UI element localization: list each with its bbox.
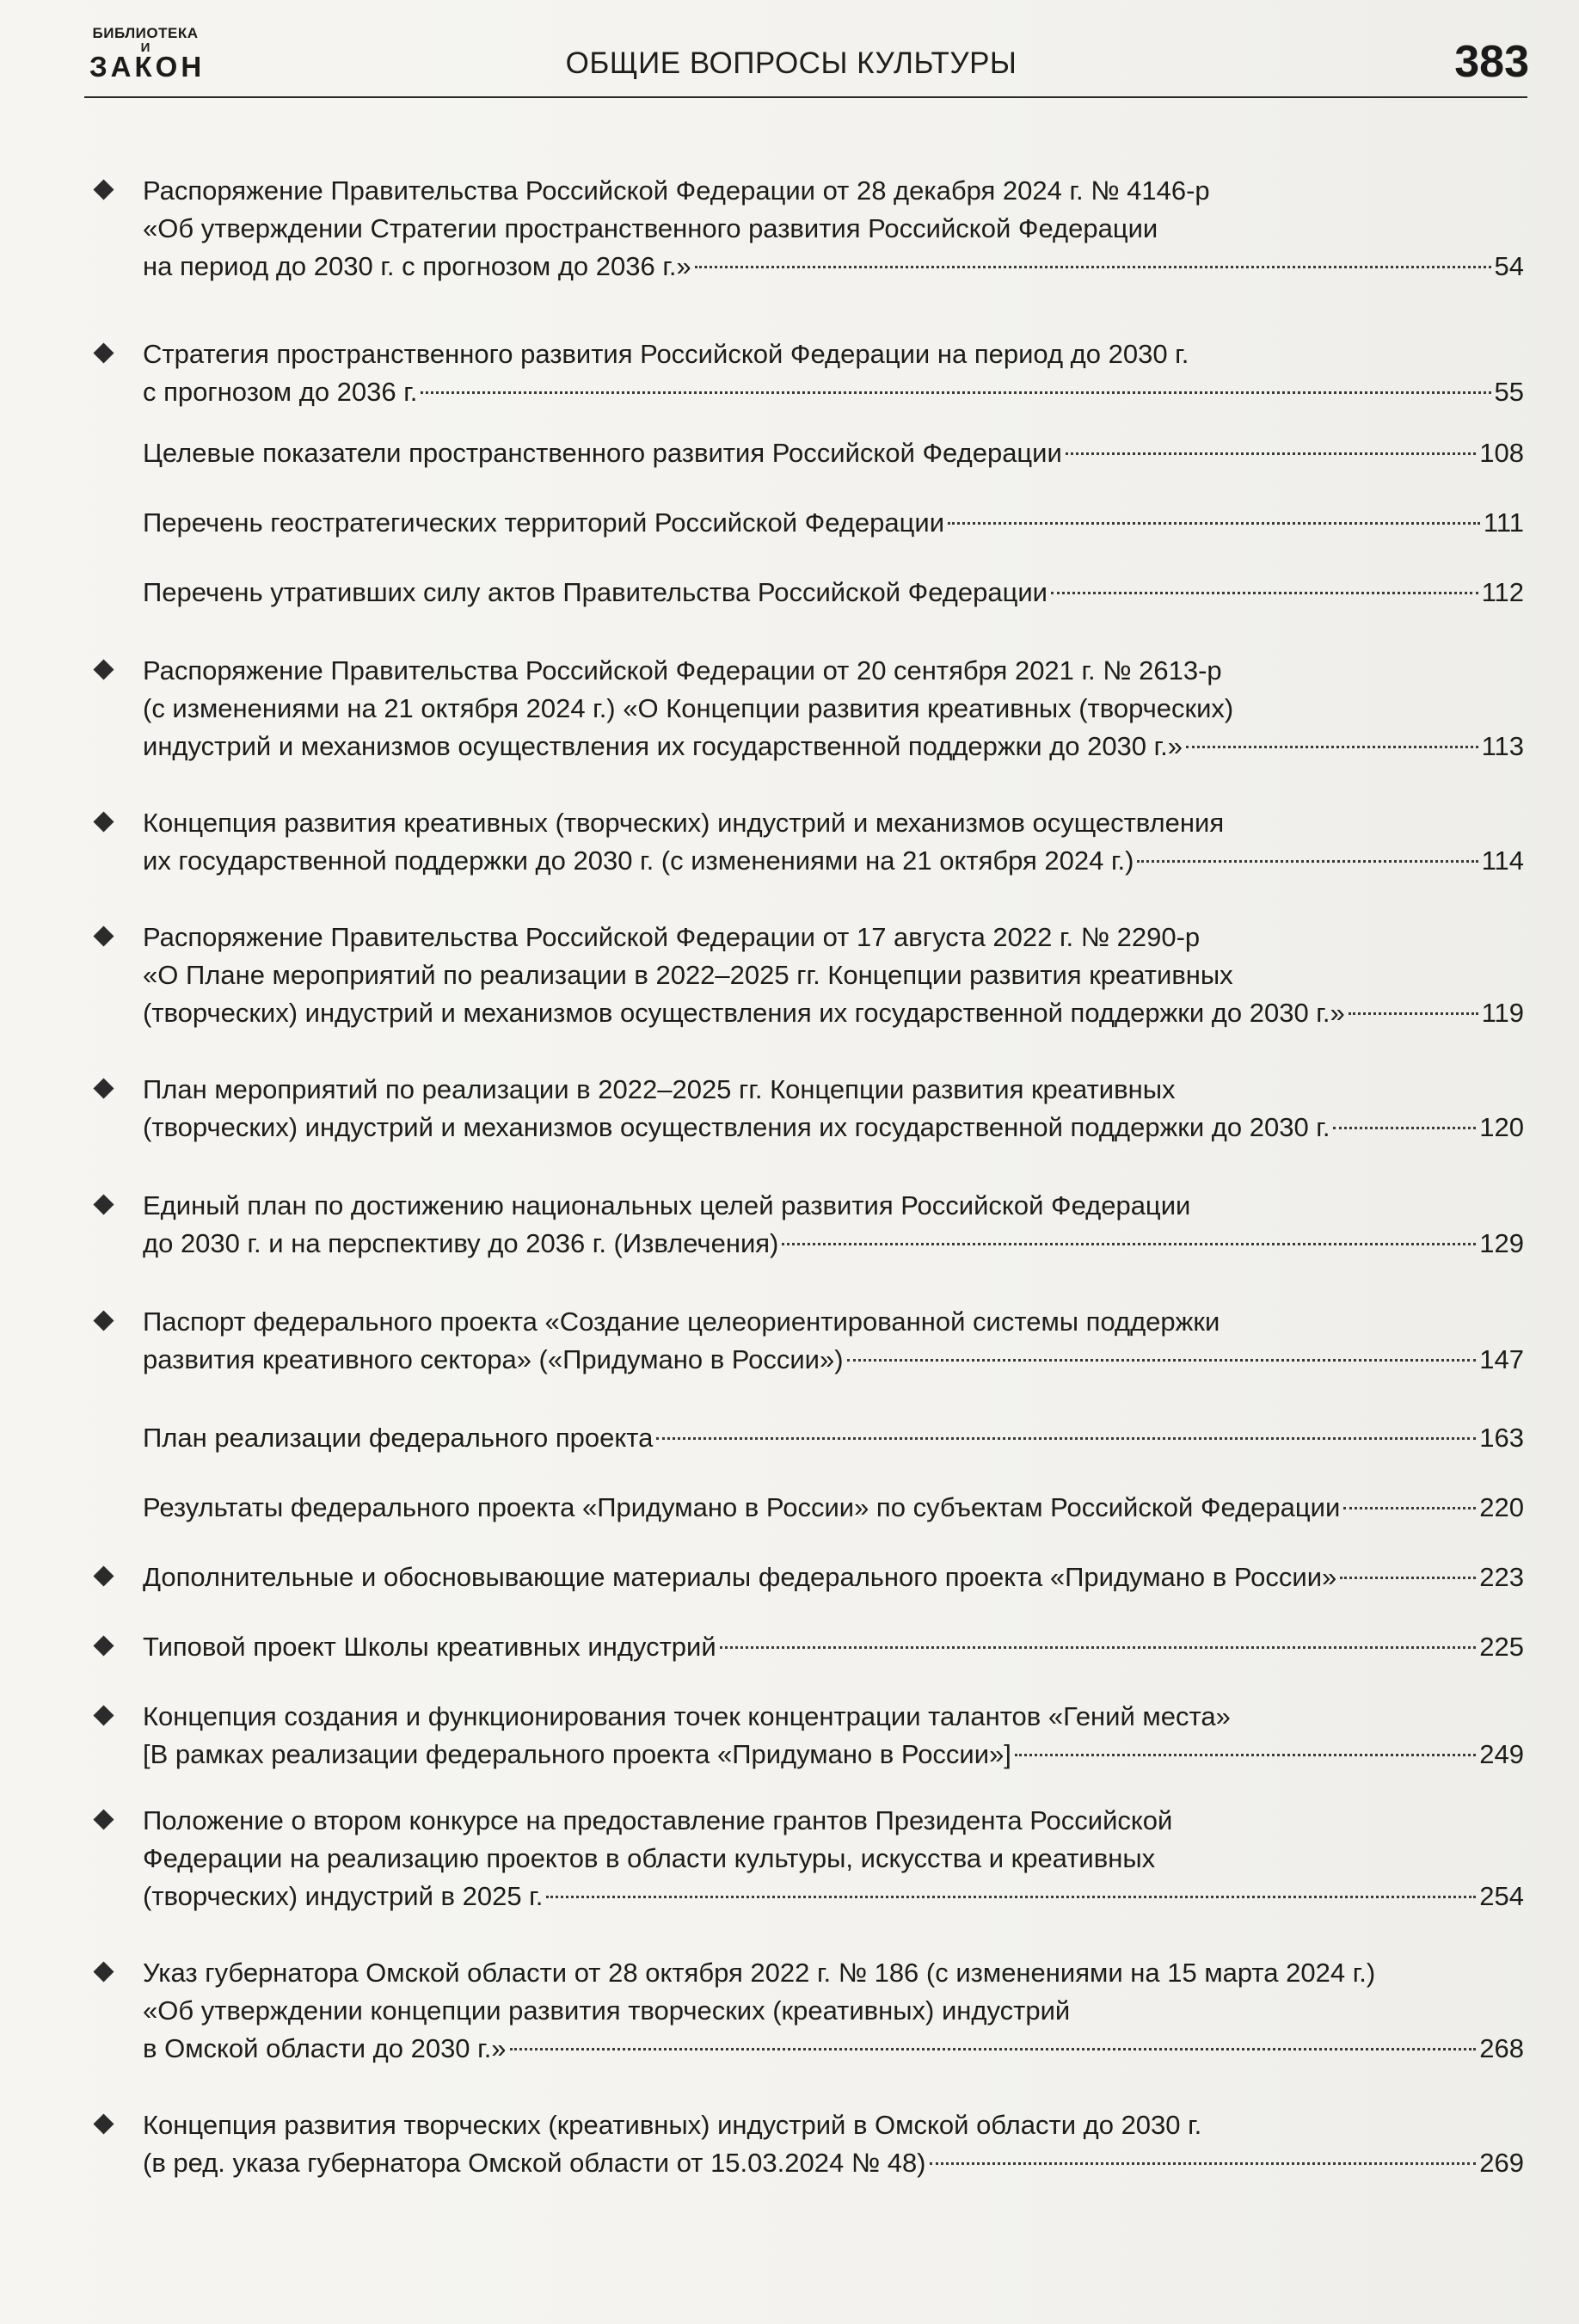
header-divider	[84, 96, 1527, 98]
toc-entry-line: Перечень утративших силу актов Правительства Российской Федерации	[143, 577, 1048, 607]
toc-page-number: 220	[1479, 1492, 1524, 1522]
toc-entry-line: Типовой проект Школы креативных индустрий	[143, 1632, 716, 1662]
toc-page-number: 119	[1481, 998, 1524, 1028]
toc-entry-line: Распоряжение Правительства Российской Федерации от 28 декабря 2024 г. № 4146-р	[143, 175, 1210, 206]
toc-entry[interactable]	[89, 574, 1524, 612]
toc-entry[interactable]	[89, 335, 1524, 411]
section-title: ОБЩИЕ ВОПРОСЫ КУЛЬТУРЫ	[565, 46, 1017, 80]
toc-entry-line: с прогнозом до 2036 г.	[143, 377, 418, 407]
toc-entry[interactable]	[89, 2106, 1524, 2182]
dot-leader	[421, 391, 1490, 394]
diamond-bullet-icon	[89, 1954, 115, 1992]
dot-leader	[1343, 1507, 1476, 1509]
toc-entry-line: Концепция развития творческих (креативных) индустрий в Омской области до 2030 г.	[143, 2110, 1202, 2140]
toc-entry-line: Дополнительные и обосновывающие материалы федерального проекта «Придумано в России»	[143, 1562, 1337, 1592]
toc-entry-line: Концепция создания и функционирования точек концентрации талантов «Гений места»	[143, 1701, 1231, 1731]
diamond-bullet-icon	[89, 2106, 115, 2144]
diamond-bullet-icon	[89, 1071, 115, 1109]
toc-entry-line: (в ред. указа губернатора Омской области от 15.03.2024 № 48)	[143, 2148, 926, 2178]
toc-entry-line: развития креативного сектора» («Придумано в России»)	[143, 1344, 844, 1374]
dot-leader	[656, 1437, 1476, 1440]
diamond-bullet-icon	[89, 652, 115, 690]
toc-entry[interactable]	[89, 1698, 1524, 1774]
toc-page-number: 268	[1479, 2033, 1524, 2063]
toc-entry-line: на период до 2030 г. с прогнозом до 2036 г.»	[143, 251, 691, 281]
dot-leader	[1340, 1577, 1476, 1579]
toc-entry[interactable]	[89, 504, 1524, 542]
toc-entry-line: Концепция развития креативных (творческих) индустрий и механизмов осуществления	[143, 808, 1225, 838]
diamond-bullet-icon	[89, 804, 115, 842]
logo-bottom: ЗАКОН	[89, 51, 206, 83]
logo-mid: И	[140, 40, 151, 55]
toc-page-number: 108	[1479, 438, 1524, 468]
toc-entry[interactable]	[89, 1559, 1524, 1596]
dot-leader	[1051, 592, 1478, 594]
journal-logo	[89, 25, 206, 83]
toc-entry-line: (с изменениями на 21 октября 2024 г.) «О Концепции развития креативных (творческих)	[143, 693, 1234, 723]
dot-leader	[930, 2162, 1477, 2165]
dot-leader	[720, 1646, 1477, 1649]
diamond-bullet-icon	[89, 1187, 115, 1225]
toc-page-number: 55	[1494, 377, 1524, 407]
toc-entry[interactable]	[89, 1489, 1524, 1527]
toc-entry-line: (творческих) индустрий и механизмов осуществления их государственной поддержки до 2030 г.	[143, 1112, 1330, 1142]
toc-entry-line: Положение о втором конкурсе на предоставление грантов Президента Российской	[143, 1805, 1173, 1835]
diamond-bullet-icon	[89, 335, 115, 373]
toc-entry[interactable]	[89, 1419, 1524, 1457]
toc-entry-line: индустрий и механизмов осуществления их государственной поддержки до 2030 г.»	[143, 731, 1183, 761]
toc-entry[interactable]	[89, 1628, 1524, 1666]
toc-entry[interactable]	[89, 1187, 1524, 1263]
toc-page-number: 223	[1479, 1562, 1524, 1592]
toc-page-number: 249	[1479, 1739, 1524, 1769]
dot-leader	[1333, 1127, 1476, 1129]
toc-entry-line: Результаты федерального проекта «Придумано в России» по субъектам Российской Федерации	[143, 1492, 1341, 1522]
toc-entry-line: План мероприятий по реализации в 2022–2025 гг. Концепции развития креативных	[143, 1074, 1176, 1104]
toc-entry[interactable]	[89, 804, 1524, 880]
toc-page-number: 163	[1479, 1423, 1524, 1453]
toc-page-number: 54	[1494, 251, 1524, 281]
toc-entry-line: Единый план по достижению национальных целей развития Российской Федерации	[143, 1190, 1191, 1220]
toc-page-number: 269	[1479, 2148, 1524, 2178]
toc-entry-line: Распоряжение Правительства Российской Федерации от 17 августа 2022 г. № 2290-р	[143, 922, 1201, 952]
toc-entry[interactable]	[89, 919, 1524, 1032]
diamond-bullet-icon	[89, 1303, 115, 1341]
toc-entry-line: (творческих) индустрий и механизмов осуществления их государственной поддержки до 2030 г.»	[143, 998, 1345, 1028]
toc-entry-line: Указ губернатора Омской области от 28 октября 2022 г. № 186 (с изменениями на 15 марта 2024 г.)	[143, 1958, 1376, 1988]
toc-entry-line: их государственной поддержки до 2030 г. (с изменениями на 21 октября 2024 г.)	[143, 845, 1134, 876]
dot-leader	[948, 522, 1480, 525]
toc-entry-line: [В рамках реализации федерального проекта «Придумано в России»]	[143, 1739, 1011, 1769]
toc-entry-line: «Об утверждении Стратегии пространственного развития Российской Федерации	[143, 213, 1158, 243]
toc-entry-line: Перечень геостратегических территорий Российской Федерации	[143, 507, 945, 538]
toc-page-number: 129	[1479, 1228, 1524, 1258]
toc-entry[interactable]	[89, 172, 1524, 286]
toc-entry-line: План реализации федерального проекта	[143, 1423, 654, 1453]
toc-entry-line: Распоряжение Правительства Российской Федерации от 20 сентября 2021 г. № 2613-р	[143, 655, 1222, 686]
diamond-bullet-icon	[89, 1559, 115, 1596]
toc-entry-line: Целевые показатели пространственного развития Российской Федерации	[143, 438, 1062, 468]
toc-entry[interactable]	[89, 1071, 1524, 1147]
page-number: 383	[1454, 37, 1529, 87]
toc-entry-line: до 2030 г. и на перспективу до 2036 г. (Извлечения)	[143, 1228, 779, 1258]
toc-entry-line: «О Плане мероприятий по реализации в 2022–2025 гг. Концепции развития креативных	[143, 960, 1233, 990]
toc-entry[interactable]	[89, 434, 1524, 472]
toc-entry-line: Федерации на реализацию проектов в области культуры, искусства и креативных	[143, 1843, 1156, 1873]
logo-top: БИБЛИОТЕКА	[92, 25, 199, 41]
toc-entry[interactable]	[89, 1802, 1524, 1915]
toc-entry[interactable]	[89, 1954, 1524, 2068]
toc-page-number: 254	[1479, 1881, 1524, 1911]
toc-entry-line: Стратегия пространственного развития Российской Федерации на период до 2030 г.	[143, 339, 1189, 369]
dot-leader	[695, 266, 1491, 268]
toc-page-number: 113	[1481, 731, 1524, 761]
dot-leader	[1349, 1012, 1478, 1015]
dot-leader	[1137, 860, 1478, 863]
diamond-bullet-icon	[89, 1802, 115, 1840]
diamond-bullet-icon	[89, 1628, 115, 1666]
toc-page-number: 147	[1479, 1344, 1524, 1374]
diamond-bullet-icon	[89, 919, 115, 956]
dot-leader	[510, 2048, 1477, 2050]
toc-page-number: 114	[1481, 845, 1524, 876]
toc-page-number: 112	[1481, 577, 1524, 607]
toc-entry[interactable]	[89, 1303, 1524, 1379]
toc-entry-line: «Об утверждении концепции развития творческих (креативных) индустрий	[143, 1995, 1071, 2026]
toc-page-number: 225	[1479, 1632, 1524, 1662]
diamond-bullet-icon	[89, 172, 115, 210]
dot-leader	[1066, 452, 1476, 455]
toc-page-number: 120	[1479, 1112, 1524, 1142]
diamond-bullet-icon	[89, 1698, 115, 1736]
toc-page-number: 111	[1483, 507, 1524, 538]
dot-leader	[782, 1243, 1476, 1245]
toc-entry-line: Паспорт федерального проекта «Создание целеориентированной системы поддержки	[143, 1306, 1220, 1337]
toc-entry[interactable]	[89, 652, 1524, 765]
dot-leader	[847, 1359, 1477, 1362]
dot-leader	[546, 1896, 1476, 1898]
toc-entry-line: (творческих) индустрий в 2025 г.	[143, 1881, 544, 1911]
toc-entry-line: в Омской области до 2030 г.»	[143, 2033, 507, 2063]
dot-leader	[1186, 746, 1478, 748]
dot-leader	[1015, 1754, 1476, 1756]
